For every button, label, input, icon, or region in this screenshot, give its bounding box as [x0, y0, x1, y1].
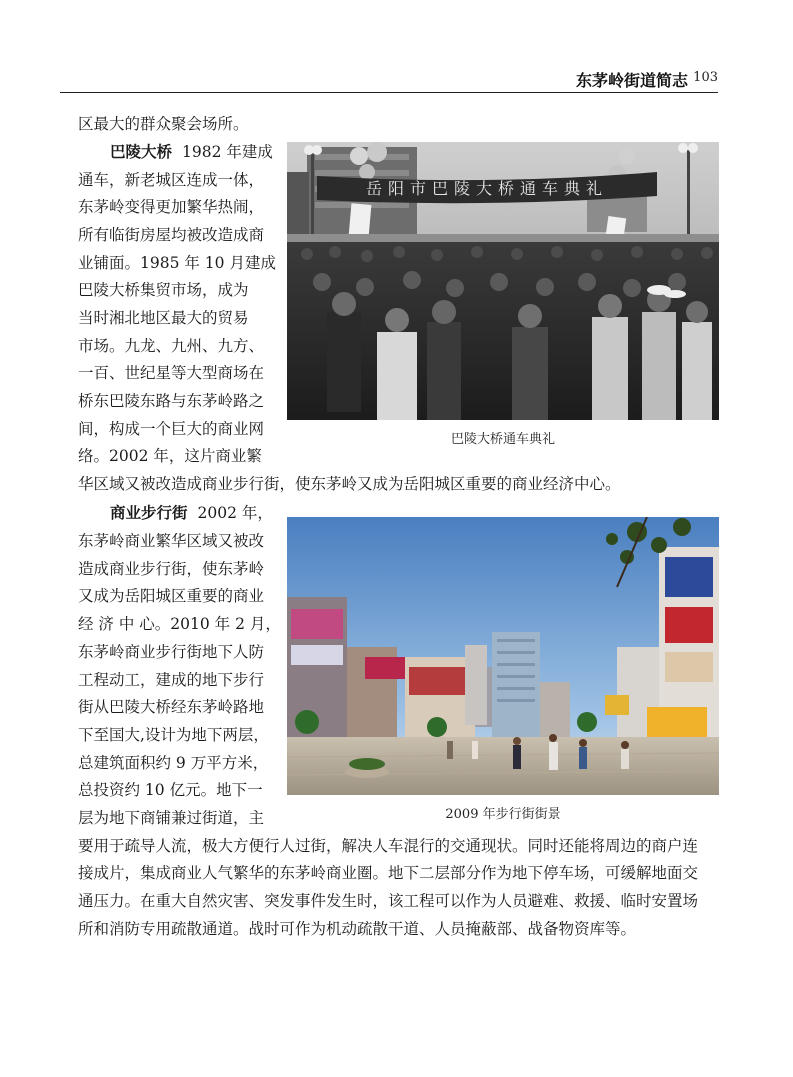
- text-line: 桥东巴陵东路与东茅岭路之: [78, 392, 265, 410]
- text-line: 当时湘北地区最大的贸易: [78, 309, 249, 327]
- text-line: 通压力。在重大自然灾害、突发事件发生时，该工程可以作为人员避难、救援、临时安置场: [78, 892, 699, 910]
- text-line: 业铺面。1985 年 10 月建成: [78, 254, 276, 272]
- text-line: 总建筑面积约 9 万平方米，: [78, 754, 269, 772]
- text-line: 东茅岭变得更加繁华热闹，: [78, 198, 265, 216]
- text-line: 下至国大,设计为地下两层，: [78, 726, 269, 744]
- text-line: 又成为岳阳城区重要的商业: [78, 587, 265, 605]
- text-line: 通车，新老城区连成一体，: [78, 171, 265, 189]
- photo1-caption: 巴陵大桥通车典礼: [450, 432, 555, 447]
- text-line: 市场。九龙、九州、九方、: [78, 337, 265, 355]
- book-title: 东茅岭街道简志: [575, 71, 688, 90]
- text-line: 一百、世纪星等大型商场在: [78, 364, 265, 382]
- text-line: 区最大的群众聚会场所。: [78, 115, 249, 133]
- heading-text: 商业步行街: [110, 504, 188, 522]
- text-line: 东茅岭商业步行街地下人防: [78, 643, 265, 661]
- text-line: 巴陵大桥集贸市场，成为: [78, 281, 249, 299]
- text-line: 络。2002 年，这片商业繁: [78, 447, 262, 465]
- banner-text: 岳阳市巴陵大桥通车典礼: [365, 179, 609, 198]
- text-line: 所有临街房屋均被改造成商: [78, 226, 265, 244]
- photo2-caption: 2009 年步行街街景: [445, 807, 561, 822]
- text-line: 工程动工，建成的地下步行: [78, 671, 265, 689]
- page-header: [60, 62, 718, 93]
- text-line: 总投资约 10 亿元。地下一: [78, 781, 263, 799]
- text-line: 2002 年，: [197, 504, 273, 522]
- text-line: 东茅岭商业繁华区域又被改: [78, 532, 265, 550]
- section-heading-street: [110, 503, 273, 523]
- bridge-ceremony-photo: [287, 142, 719, 420]
- text-line: 1982 年建成: [182, 143, 273, 161]
- text-line: 经 济 中 心。2010 年 2 月，: [78, 615, 281, 633]
- text-line: 华区域又被改造成商业步行街，使东茅岭又成为岳阳城区重要的商业经济中心。: [78, 475, 621, 493]
- heading-text: 巴陵大桥: [110, 143, 173, 161]
- text-line: 层为地下商铺兼过街道，主: [78, 809, 265, 827]
- pedestrian-street-photo: [287, 517, 719, 795]
- text-line: 造成商业步行街，使东茅岭: [78, 560, 265, 578]
- page-number: 103: [693, 70, 718, 85]
- text-line: 所和消防专用疏散通道。战时可作为机动疏散干道、人员掩蔽部、战备物资库等。: [78, 920, 637, 938]
- text-line: 间，构成一个巨大的商业网: [78, 420, 265, 438]
- text-line: 要用于疏导人流，极大方便行人过街，解决人车混行的交通现状。同时还能将周边的商户连: [78, 837, 699, 855]
- text-line: 街从巴陵大桥经东茅岭路地: [78, 698, 265, 716]
- section-heading-bridge: [110, 142, 273, 162]
- text-line: 接成片，集成商业人气繁华的东茅岭商业圈。地下二层部分作为地下停车场，可缓解地面交: [78, 864, 699, 882]
